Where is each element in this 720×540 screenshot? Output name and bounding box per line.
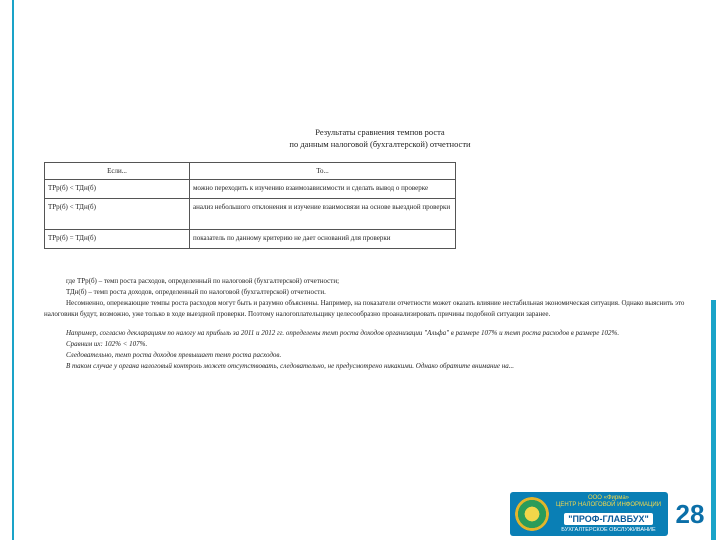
comparison-table [44, 162, 456, 249]
note-definition-expenses: где ТРр(б) – темп роста расходов, определенный по налоговой (бухгалтерской) отчетности; [66, 277, 340, 285]
table-row [45, 230, 456, 249]
note-comparison: Сравним их: 102% < 107%. [66, 340, 148, 348]
logo-main-text: "ПРОФ-ГЛАВБУХ" [564, 513, 653, 525]
row-condition: ТРр(б) < ТДн(б) [45, 180, 190, 199]
company-logo [510, 492, 668, 536]
notes-block [44, 276, 704, 372]
title-line-1: Результаты сравнения темпов роста [315, 127, 445, 137]
row-condition: ТРр(б) < ТДн(б) [45, 199, 190, 230]
row-result: анализ небольшого отклонения и изучение взаимосвязи на основе выездной проверки [190, 199, 456, 230]
note-conclusion: Следовательно, темп роста доходов превышает темп роста расходов. [66, 351, 282, 359]
logo-line-2: ЦЕНТР НАЛОГОВОЙ ИНФОРМАЦИИ [555, 501, 662, 508]
page-number: 28 [675, 499, 705, 529]
header-if: Если... [45, 163, 190, 180]
table-header-row [45, 163, 456, 180]
logo-text [549, 495, 668, 534]
note-example: Например, согласно декларациям по налогу на прибыль за 2011 и 2012 гг. определены темп роста доходов организации "Альфа" в размере 107% и темп роста расходов в размере 102%. [66, 329, 620, 337]
logo-line-3: БУХГАЛТЕРСКОЕ ОБСЛУЖИВАНИЕ [561, 526, 656, 533]
logo-line-1: ООО «Фирма» [587, 494, 630, 501]
document-title [180, 126, 580, 150]
row-condition: ТРр(б) = ТДн(б) [45, 230, 190, 249]
note-explanation: Несомненно, опережающие темпы роста расходов могут быть и разумно объяснены. Например, на показатели отчетности может оказать влияние нестабильная экономическая ситуация. Однако выяснить это налоговики будут, возможно, уже только в ходе выездной проверки. Поэтому налогоплательщику целесообразно проанализировать причины подобной ситуации заранее. [44, 299, 685, 318]
header-then: То... [190, 163, 456, 180]
table-row [45, 199, 456, 230]
title-line-2: по данным налоговой (бухгалтерской) отчетности [289, 139, 471, 149]
table-row [45, 180, 456, 199]
note-definition-income: ТДн(б) – темп роста доходов, определенный по налоговой (бухгалтерской) отчетности. [66, 288, 326, 296]
row-result: показатель по данному критерию не дает оснований для проверки [190, 230, 456, 249]
emblem-icon [515, 497, 549, 531]
note-final: В таком случае у органа налоговый контроль может отсутствовать, следовательно, не предусмотрено никакими. Однако обратите внимание на... [66, 362, 515, 370]
row-result: можно переходить к изучению взаимозависимости и сделать вывод о проверке [190, 180, 456, 199]
left-accent-rule [12, 0, 14, 540]
